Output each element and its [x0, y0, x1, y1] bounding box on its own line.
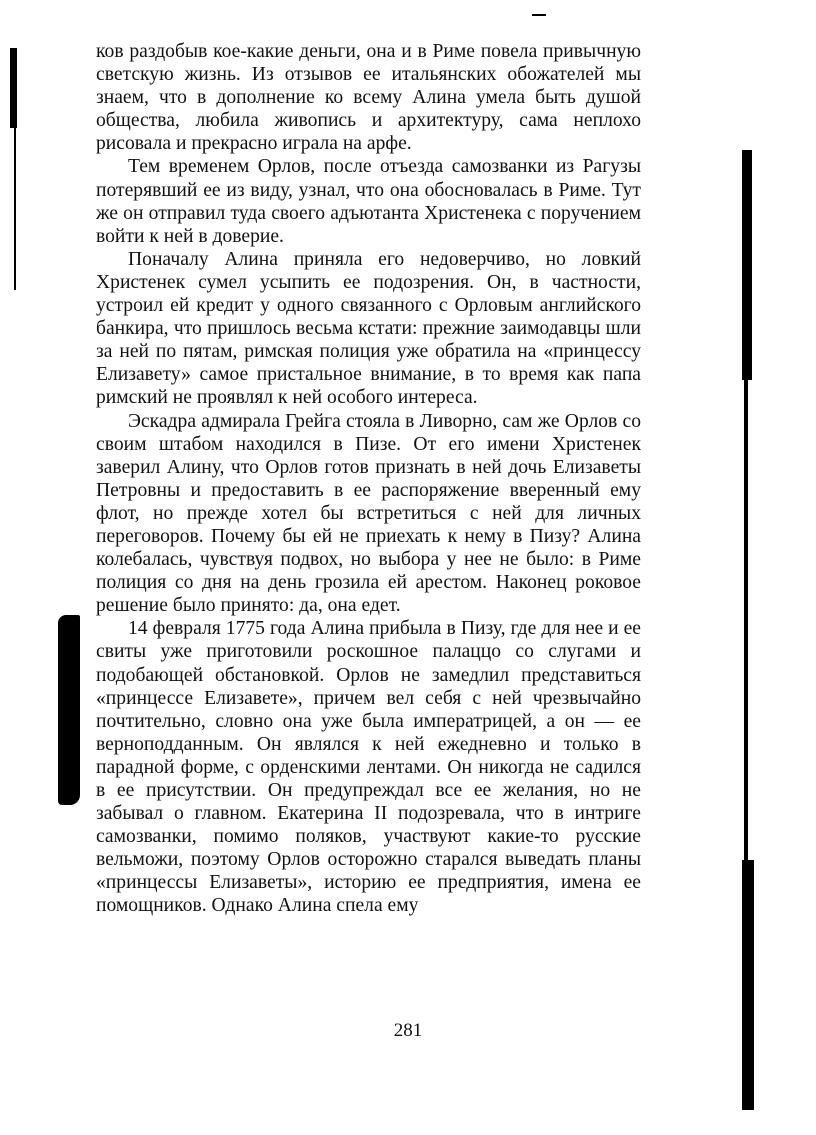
scan-artifact	[10, 48, 17, 128]
scan-artifact	[744, 370, 748, 870]
paragraph: Поначалу Алина приняла его недоверчиво, но ловкий Христенек сумел усыпить ее подозрения. Он, в частности, устроил ей кредит у одного связанного с Орловым английского банкира, что пришлось весьма кстати: прежние заимодавцы шли за ней по пятам, римская полиция уже обратила на «принцессу Елизавету» самое пристальное внимание, в то время как папа римский не проявлял к ней особого интереса.	[96, 248, 641, 409]
scan-artifact	[76, 640, 79, 800]
body-text	[96, 40, 641, 918]
paragraph: 14 февраля 1775 года Алина прибыла в Пизу, где для нее и ее свиты уже приготовили роскошное палаццо со слугами и подобающей обстановкой. Орлов не замедлил представиться «принцессе Елизавете», причем вел себя с ней чрезвычайно почтительно, словно она уже была императрицей, а он — ее верноподданным. Он являлся к ней ежедневно и только в парадной форме, с орденскими лентами. Он никогда не садился в ее присутствии. Он предупреждал все ее желания, но не забывал о главном. Екатерина II подозревала, что в интриге самозванки, помимо поляков, участвуют какие-то русские вельможи, поэтому Орлов осторожно старался выведать планы «принцессы Елизаветы», историю ее предприятия, имена ее помощников. Однако Алина спела ему	[96, 618, 641, 917]
paragraph: Эскадра адмирала Грейга стояла в Ливорно, сам же Орлов со своим штабом находился в Пизе. От его имени Христенек заверил Алину, что Орлов готов признать в ней дочь Елизаветы Петровны и предоставить в ее распоряжение вверенный ему флот, но прежде хотел бы встретиться с ней для личных переговоров. Почему бы ей не приехать к нему в Пизу? Алина колебалась, чувствуя подвох, но выбора у нее не было: в Риме полиция со дня на день грозила ей арестом. Наконец роковое решение было принято: да, она едет.	[96, 410, 641, 617]
scan-artifact	[532, 14, 546, 16]
page-number: 281	[393, 1020, 423, 1041]
paragraph: ков раздобыв кое-какие деньги, она и в Риме повела привычную светскую жизнь. Из отзывов ее итальянских обожателей мы знаем, что в дополнение ко всему Алина умела быть душой общества, любила живопись и архитектуру, сама неплохо рисовала и прекрасно играла на арфе.	[96, 41, 641, 155]
scan-artifact	[742, 860, 754, 1110]
scan-artifact	[742, 150, 752, 380]
paragraph: Тем временем Орлов, после отъезда самозванки из Рагузы потерявший ее из виду, узнал, что она обосновалась в Риме. Тут же он отправил туда своего адъютанта Христенека с поручением войти к ней в доверие.	[96, 156, 641, 247]
scan-artifact	[14, 120, 16, 290]
